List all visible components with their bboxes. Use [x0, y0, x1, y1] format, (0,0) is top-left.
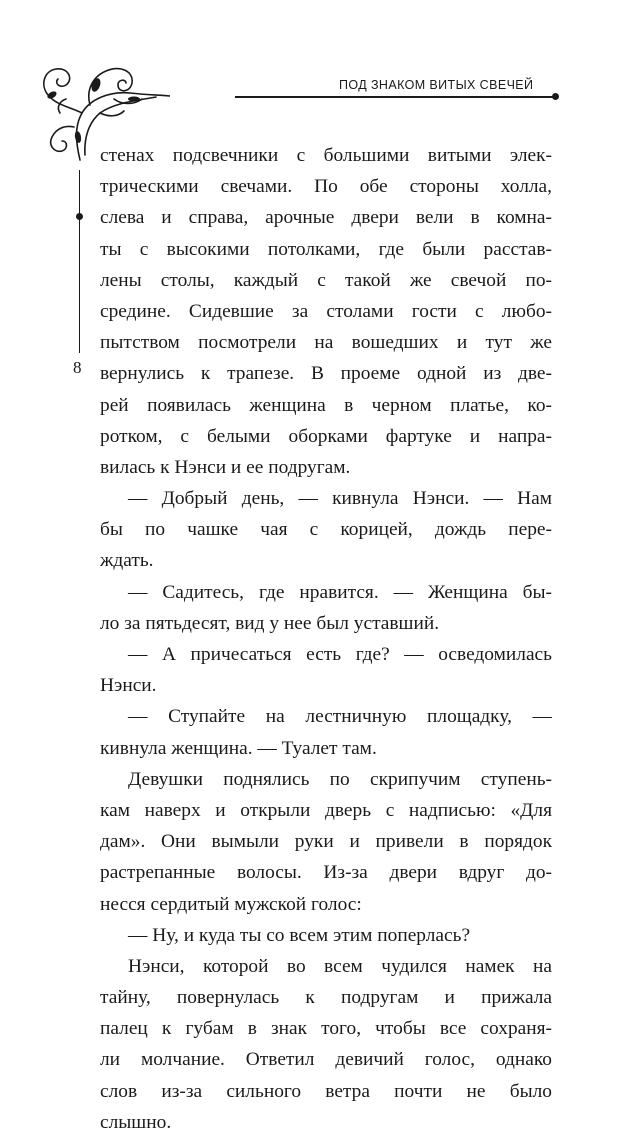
text-line: тайну, повернулась к подругам и прижала [100, 987, 552, 1009]
header-divider [235, 96, 557, 98]
margin-divider [79, 170, 80, 353]
text-line: слева и справа, арочные двери вели в комна- [100, 207, 552, 229]
text-line: пытством посмотрели на вошедших и тут же [100, 332, 552, 354]
text-line: рей появилась женщина в черном платье, ко- [100, 394, 552, 416]
text-line: — Садитесь, где нравится. — Женщина бы- [128, 581, 552, 603]
text-line: ротком, с белыми оборками фартуке и напра- [100, 425, 552, 447]
text-line: — Ступайте на лестничную площадку, — [128, 706, 552, 728]
text-line: трическими свечами. По обе стороны холла, [100, 176, 552, 198]
text-line: вернулись к трапезе. В проеме одной из две- [100, 363, 552, 385]
body-text [100, 140, 552, 1138]
text-line: слышно. [100, 1111, 172, 1133]
text-line: — Добрый день, — кивнула Нэнси. — Нам [128, 488, 552, 510]
text-line: бы по чашке чая с корицей, дождь пере- [100, 519, 552, 541]
text-line: кам наверх и открыли дверь с надписью: «Для [100, 799, 552, 821]
margin-divider-dot-icon [76, 213, 83, 220]
text-line: Нэнси. [100, 675, 157, 697]
text-line: вилась к Нэнси и ее подругам. [100, 456, 351, 478]
text-line: ты с высокими потолками, где были расстав- [100, 238, 552, 260]
text-line: ждать. [100, 550, 154, 572]
text-line: растрепанные волосы. Из-за двери вдруг до- [100, 862, 552, 884]
text-line: ло за пятьдесят, вид у нее был уставший. [100, 612, 440, 634]
text-line: Девушки поднялись по скрипучим ступень- [128, 768, 552, 790]
text-line: стенах подсвечники с большими витыми элек- [100, 145, 552, 166]
text-line: кивнула женщина. — Туалет там. [100, 737, 377, 759]
text-line: дам». Они вымыли руки и привели в порядок [100, 831, 552, 853]
text-line: — Ну, и куда ты со всем этим поперлась? [128, 924, 471, 946]
text-line: несся сердитый мужской голос: [100, 893, 362, 915]
text-line: лены столы, каждый с такой же свечой по- [100, 269, 552, 291]
text-line: палец к губам в знак того, чтобы все сохраня- [100, 1018, 552, 1040]
text-line: средине. Сидевшие за столами гости с любо- [100, 300, 552, 322]
text-line: — А причесаться есть где? — осведомилась [128, 644, 552, 665]
header-divider-dot-icon [552, 93, 559, 100]
text-line: Нэнси, которой во всем чудился намек на [128, 955, 552, 977]
page-number: 8 [73, 358, 82, 377]
running-head-title: ПОД ЗНАКОМ ВИТЫХ СВЕЧЕЙ [339, 78, 534, 92]
text-line: ли молчание. Ответил девичий голос, однако [100, 1049, 552, 1071]
text-line: слов из-за сильного ветра почти не было [100, 1080, 552, 1102]
